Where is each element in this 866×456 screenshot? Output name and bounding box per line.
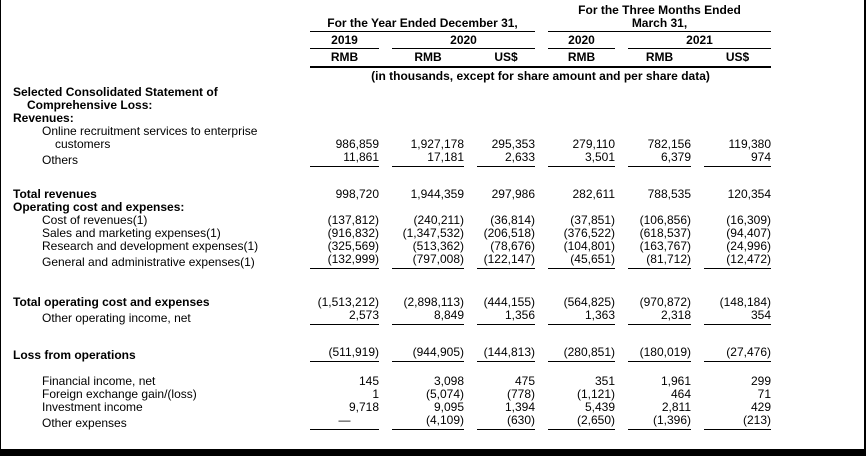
- value-cell: 11,861: [310, 151, 379, 167]
- row-label: Sales and marketing expenses(1): [42, 226, 221, 240]
- value-cell: 119,380: [728, 137, 771, 151]
- value-cell: [392, 112, 464, 125]
- value-cell: (970,872): [639, 295, 691, 309]
- table-row: [5, 86, 771, 112]
- currency-header-row: [5, 49, 771, 64]
- value-cell: (106,856): [639, 213, 691, 227]
- value-cell: —: [310, 414, 379, 430]
- value-cell: 279,110: [572, 137, 615, 151]
- value-cell: (94,407): [726, 226, 771, 240]
- col-group-line: For the Three Months Ended: [578, 3, 741, 17]
- value-cell: (240,211): [413, 213, 464, 227]
- spacer-cell: [5, 269, 771, 296]
- row-label: Research and development expenses(1): [42, 239, 259, 253]
- value-cell: [477, 112, 535, 125]
- value-cell: [310, 112, 379, 125]
- financial-table: [0, 4, 784, 430]
- row-label: Others: [42, 153, 79, 167]
- value-cell: 475: [514, 374, 535, 388]
- value-cell: (78,676): [490, 239, 535, 253]
- value-cell: (280,851): [548, 346, 615, 362]
- table-row: [5, 296, 771, 309]
- value-cell: [310, 86, 379, 112]
- value-cell: 8,849: [392, 309, 464, 325]
- value-cell: 1,961: [660, 374, 691, 388]
- year-header-2020-annual: 2020: [392, 32, 535, 49]
- value-cell: (37,851): [570, 213, 615, 227]
- value-cell: 3,501: [548, 151, 615, 167]
- value-cell: (2,898,113): [403, 295, 464, 309]
- value-cell: (511,919): [310, 346, 379, 362]
- value-cell: (1,121): [576, 387, 615, 401]
- row-label: Other operating income, net: [42, 311, 191, 325]
- value-cell: 354: [704, 309, 771, 325]
- row-label: Financial income, net: [42, 374, 156, 388]
- value-cell: 788,535: [647, 187, 691, 201]
- value-cell: (564,825): [563, 295, 615, 309]
- table-row: [5, 125, 771, 151]
- row-label: Revenues:: [13, 111, 74, 125]
- spacer-cell: [5, 325, 771, 346]
- value-cell: (16,309): [726, 213, 771, 227]
- value-cell: (104,801): [563, 239, 615, 253]
- col-group-line: March 31,: [631, 16, 688, 30]
- value-cell: [704, 86, 771, 112]
- value-cell: 71: [757, 387, 771, 401]
- value-cell: (36,814): [490, 213, 535, 227]
- table-row: [5, 309, 771, 325]
- value-cell: 9,095: [433, 400, 464, 414]
- row-label: Cost of revenues(1): [42, 213, 148, 227]
- col-group-three-months: [548, 4, 771, 32]
- value-cell: 351: [594, 374, 615, 388]
- value-cell: (132,999): [310, 253, 379, 269]
- value-cell: 282,611: [572, 187, 615, 201]
- value-cell: (4,109): [392, 414, 464, 430]
- value-cell: 429: [750, 400, 771, 414]
- value-cell: 2,573: [310, 309, 379, 325]
- value-cell: (27,476): [704, 346, 771, 362]
- value-cell: 2,318: [628, 309, 691, 325]
- currency-header: RMB: [414, 50, 442, 64]
- value-cell: (163,767): [639, 239, 691, 253]
- value-cell: 1,927,178: [410, 137, 464, 151]
- column-group-header-row: [5, 4, 771, 32]
- value-cell: [628, 112, 691, 125]
- units-note: (in thousands, except for share amount and per share data): [371, 69, 710, 83]
- currency-header: RMB: [567, 50, 596, 64]
- value-cell: (1,347,532): [402, 226, 464, 240]
- spacer-cell: [5, 167, 771, 188]
- value-cell: (144,813): [477, 346, 535, 362]
- value-cell: (81,712): [628, 253, 691, 269]
- table-row: [5, 414, 771, 430]
- value-cell: (24,996): [726, 239, 771, 253]
- value-cell: (325,569): [327, 239, 379, 253]
- value-cell: (12,472): [704, 253, 771, 269]
- value-cell: (916,832): [327, 226, 379, 240]
- value-cell: (1,396): [628, 414, 691, 430]
- value-cell: [628, 86, 691, 112]
- value-cell: (376,522): [563, 226, 615, 240]
- row-label: Foreign exchange gain/(loss): [42, 387, 197, 401]
- spacer-row: [5, 167, 771, 188]
- value-cell: (2,650): [548, 414, 615, 430]
- units-note-row: [5, 68, 771, 86]
- value-cell: [704, 112, 771, 125]
- value-cell: 297,986: [491, 187, 535, 201]
- spacer-row: [5, 325, 771, 346]
- value-cell: 1: [372, 387, 379, 401]
- value-cell: 145: [358, 374, 379, 388]
- value-cell: [477, 86, 535, 112]
- value-cell: (122,147): [477, 253, 535, 269]
- year-header-2020-quarter: 2020: [548, 32, 615, 49]
- value-cell: (513,362): [412, 239, 464, 253]
- value-cell: 1,394: [504, 400, 535, 414]
- value-cell: [548, 86, 615, 112]
- value-cell: 17,181: [392, 151, 464, 167]
- empty-cell: [5, 4, 297, 32]
- value-cell: (797,008): [392, 253, 464, 269]
- value-cell: (630): [477, 414, 535, 430]
- value-cell: 986,859: [335, 137, 379, 151]
- empty-cell: [5, 32, 297, 49]
- value-cell: (180,019): [628, 346, 691, 362]
- col-group-line: For the Year Ended December 31,: [327, 16, 518, 30]
- value-cell: (137,812): [327, 213, 379, 227]
- value-cell: (206,518): [483, 226, 535, 240]
- empty-cell: [5, 49, 297, 64]
- table-row: [5, 346, 771, 362]
- value-cell: 295,353: [491, 137, 535, 151]
- empty-cell: [5, 68, 297, 86]
- table-row: [5, 253, 771, 269]
- value-cell: 3,098: [433, 374, 464, 388]
- value-cell: (213): [704, 414, 771, 430]
- value-cell: 1,363: [548, 309, 615, 325]
- currency-header: US$: [725, 50, 750, 64]
- value-cell: [392, 86, 464, 112]
- value-cell: (1,513,212): [317, 295, 379, 309]
- value-cell: 120,354: [727, 187, 771, 201]
- table-row: [5, 151, 771, 167]
- value-cell: 5,439: [584, 400, 615, 414]
- value-cell: 464: [670, 387, 691, 401]
- row-label: Total revenues: [13, 187, 97, 201]
- value-cell: 6,379: [628, 151, 691, 167]
- value-cell: (444,155): [483, 295, 535, 309]
- value-cell: (618,537): [639, 226, 691, 240]
- value-cell: (778): [506, 387, 535, 401]
- year-header-2019: 2019: [310, 32, 379, 49]
- value-cell: 1,944,359: [410, 187, 464, 201]
- value-cell: 2,633: [477, 151, 535, 167]
- row-label: Selected Consolidated Statement of Comprehensive Loss:: [13, 85, 218, 112]
- col-group-year-ended: [310, 4, 535, 32]
- value-cell: 1,356: [477, 309, 535, 325]
- spacer-row: [5, 269, 771, 296]
- row-label: Other expenses: [42, 416, 127, 430]
- row-label: Online recruitment services to enterprise customers: [42, 124, 258, 151]
- row-label: Total operating cost and expenses: [13, 295, 210, 309]
- value-cell: (45,651): [548, 253, 615, 269]
- row-label: Loss from operations: [13, 348, 136, 362]
- currency-header: US$: [494, 50, 518, 64]
- row-label: General and administrative expenses(1): [42, 255, 255, 269]
- value-cell: 299: [750, 374, 771, 388]
- value-cell: 2,811: [661, 400, 691, 414]
- value-cell: 9,718: [348, 400, 379, 414]
- value-cell: [548, 112, 615, 125]
- row-label: Investment income: [42, 400, 143, 414]
- value-cell: (148,184): [719, 295, 771, 309]
- value-cell: (944,905): [392, 346, 464, 362]
- year-header-2021-quarter: 2021: [628, 32, 771, 49]
- currency-header: RMB: [645, 50, 674, 64]
- value-cell: 974: [704, 151, 771, 167]
- value-cell: 782,156: [647, 137, 691, 151]
- year-header-row: [5, 32, 771, 49]
- value-cell: 998,720: [335, 187, 379, 201]
- currency-header: RMB: [330, 50, 359, 64]
- row-label: Operating cost and expenses:: [13, 200, 185, 214]
- value-cell: (5,074): [425, 387, 464, 401]
